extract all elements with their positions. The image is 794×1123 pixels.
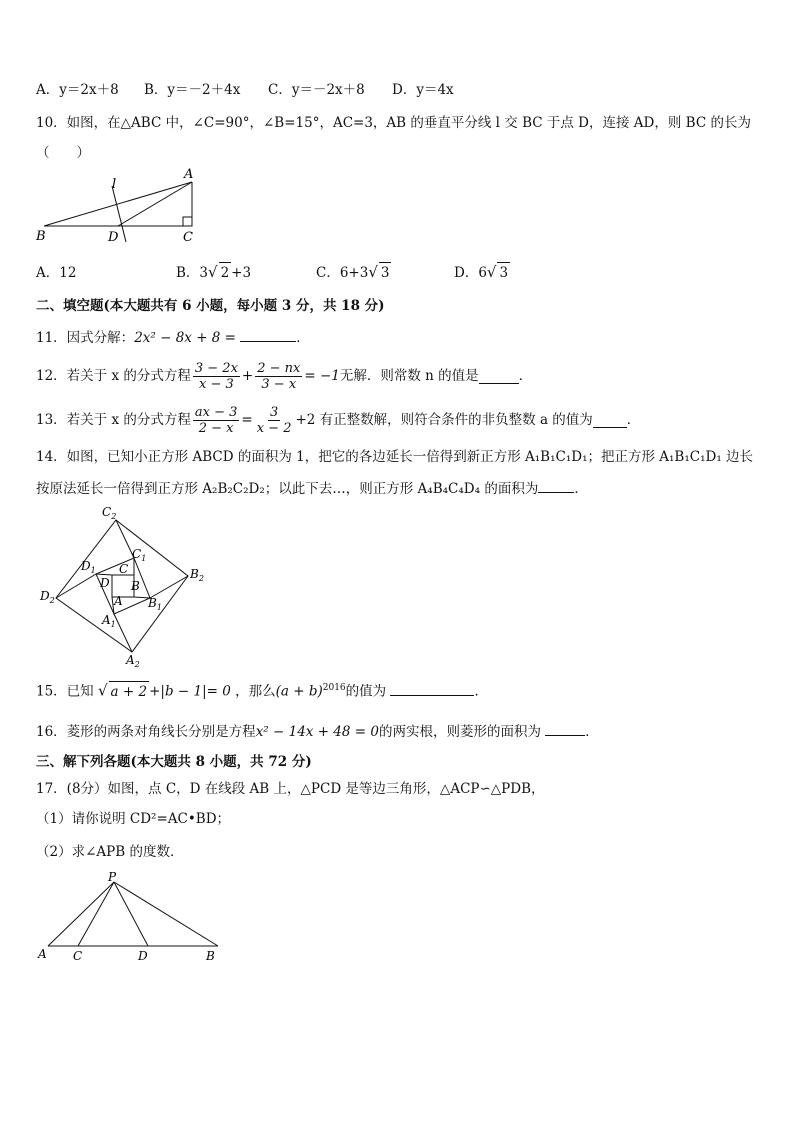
section-3-heading: 三、解下列各题(本大题共 8 小题，共 72 分) bbox=[36, 754, 312, 770]
label-d1: $D_1$ bbox=[81, 559, 96, 575]
q10-option-d: D．6√ 3 bbox=[454, 263, 509, 281]
segment-pa bbox=[48, 882, 114, 946]
q10-options bbox=[36, 262, 510, 283]
q12: 12．若关于 x 的分式方程 $\frac{3 - 2x}{x - 3}$ + $\frac{2 - nx}{3 - x}$ = −1 无解．则常数 n 的值是 ． bbox=[36, 360, 533, 392]
q12-fraction-2: $\frac{2 - nx}{3 - x}$ bbox=[257, 360, 301, 392]
q10-stem: 10．如图，在△ABC 中，∠C=90°，∠B=15°，AC=3，AB 的垂直平分线 l 交 BC 于点 D，连接 AD，则 BC 的长为 bbox=[36, 115, 751, 131]
label-a2: $A_2$ bbox=[126, 653, 140, 669]
label-b1: $B_1$ bbox=[148, 596, 162, 612]
q11: 11．因式分解：2x² − 8x + 8 = ． bbox=[36, 327, 310, 348]
segment-ad bbox=[118, 182, 192, 226]
q14-figure bbox=[36, 506, 216, 668]
label-a: A bbox=[184, 167, 194, 182]
q9-option-b: B．y＝－2＋4x bbox=[144, 82, 241, 98]
label-c: C bbox=[183, 230, 193, 245]
q17-part-2: （2）求∠APB 的度数． bbox=[36, 844, 184, 860]
label-l: l bbox=[112, 177, 117, 192]
q15: 15．已知 √ a + 2 +|b − 1|= 0 ，那么$(a + b)^{2016}$的值为 ． bbox=[36, 681, 488, 700]
label-c1: $C_1$ bbox=[132, 547, 147, 563]
label-d: D bbox=[108, 230, 119, 245]
label-a: A bbox=[114, 594, 123, 608]
q10-option-b: B．3√ 2 +3 bbox=[176, 263, 252, 281]
q10-paren: （ ） bbox=[36, 145, 90, 161]
q14-line-2: 按原法延长一倍得到正方形 A₂B₂C₂D₂；以此下去…，则正方形 A₄B₄C₄D₄ 的面积为 ． bbox=[36, 478, 588, 499]
label-a: A bbox=[38, 947, 47, 961]
q14-line-1: 14．如图，已知小正方形 ABCD 的面积为 1，把它的各边延长一倍得到新正方形 A₁B₁C₁D₁；把正方形 A₁B₁C₁D₁ 边长 bbox=[36, 449, 754, 465]
label-c2: $C_2$ bbox=[102, 505, 117, 521]
q10-option-c: C．6+3√ 3 bbox=[316, 263, 390, 281]
q15-answer-blank bbox=[390, 681, 474, 696]
q17-figure bbox=[36, 870, 226, 966]
label-a1: $A_1$ bbox=[102, 613, 116, 629]
q17-stem: 17．(8分）如图，点 C，D 在线段 AB 上，△PCD 是等边三角形，△ACP∽△PDB， bbox=[36, 781, 545, 797]
q10-option-a: A．12 bbox=[36, 265, 77, 281]
q10-figure bbox=[30, 168, 210, 248]
segment-ab bbox=[44, 182, 192, 226]
label-b: B bbox=[131, 579, 140, 593]
q16: 16．菱形的两条对角线长分别是方程x² − 14x + 48 = 0的两实根，则菱形的面积为 ． bbox=[36, 721, 599, 742]
label-d2: $D_2$ bbox=[40, 589, 55, 605]
label-b: B bbox=[206, 949, 215, 963]
q12-answer-blank bbox=[479, 369, 519, 384]
label-p: P bbox=[108, 870, 117, 884]
label-d: D bbox=[100, 576, 110, 590]
q13-fraction-2: $\frac{3}{x - 2}$ bbox=[256, 404, 292, 436]
label-b: B bbox=[36, 229, 46, 244]
q17-part-1: （1）请你说明 CD²=AC•BD； bbox=[36, 811, 231, 827]
q9-options bbox=[36, 80, 454, 100]
q9-option-d: D．y＝4x bbox=[392, 82, 454, 98]
q14-answer-blank bbox=[538, 478, 574, 493]
q16-answer-blank bbox=[545, 721, 585, 736]
label-d: D bbox=[138, 949, 148, 963]
label-c: C bbox=[119, 562, 129, 576]
q12-fraction-1: $\frac{3 - 2x}{x - 3}$ bbox=[194, 360, 238, 392]
q9-option-a: A．y＝2x＋8 bbox=[36, 82, 119, 98]
q13-fraction-1: $\frac{ax - 3}{2 - x}$ bbox=[194, 404, 238, 436]
label-b2: $B_2$ bbox=[190, 567, 204, 583]
segment-pb bbox=[114, 882, 218, 946]
q11-answer-blank bbox=[240, 327, 296, 342]
q9-option-c: C．y＝－2x＋8 bbox=[268, 82, 365, 98]
label-c: C bbox=[73, 949, 83, 963]
right-angle-mark bbox=[183, 217, 192, 226]
section-2-heading: 二、填空题(本大题共有 6 小题，每小题 3 分，共 18 分) bbox=[36, 298, 385, 314]
segment-pc bbox=[78, 882, 114, 946]
segment-pd bbox=[114, 882, 148, 946]
q13-answer-blank bbox=[593, 413, 627, 428]
q13: 13．若关于 x 的分式方程 $\frac{ax - 3}{2 - x}$ = $\frac{3}{x - 2}$ +2 有正整数解，则符合条件的非负整数 a 的值为 ． bbox=[36, 404, 641, 436]
